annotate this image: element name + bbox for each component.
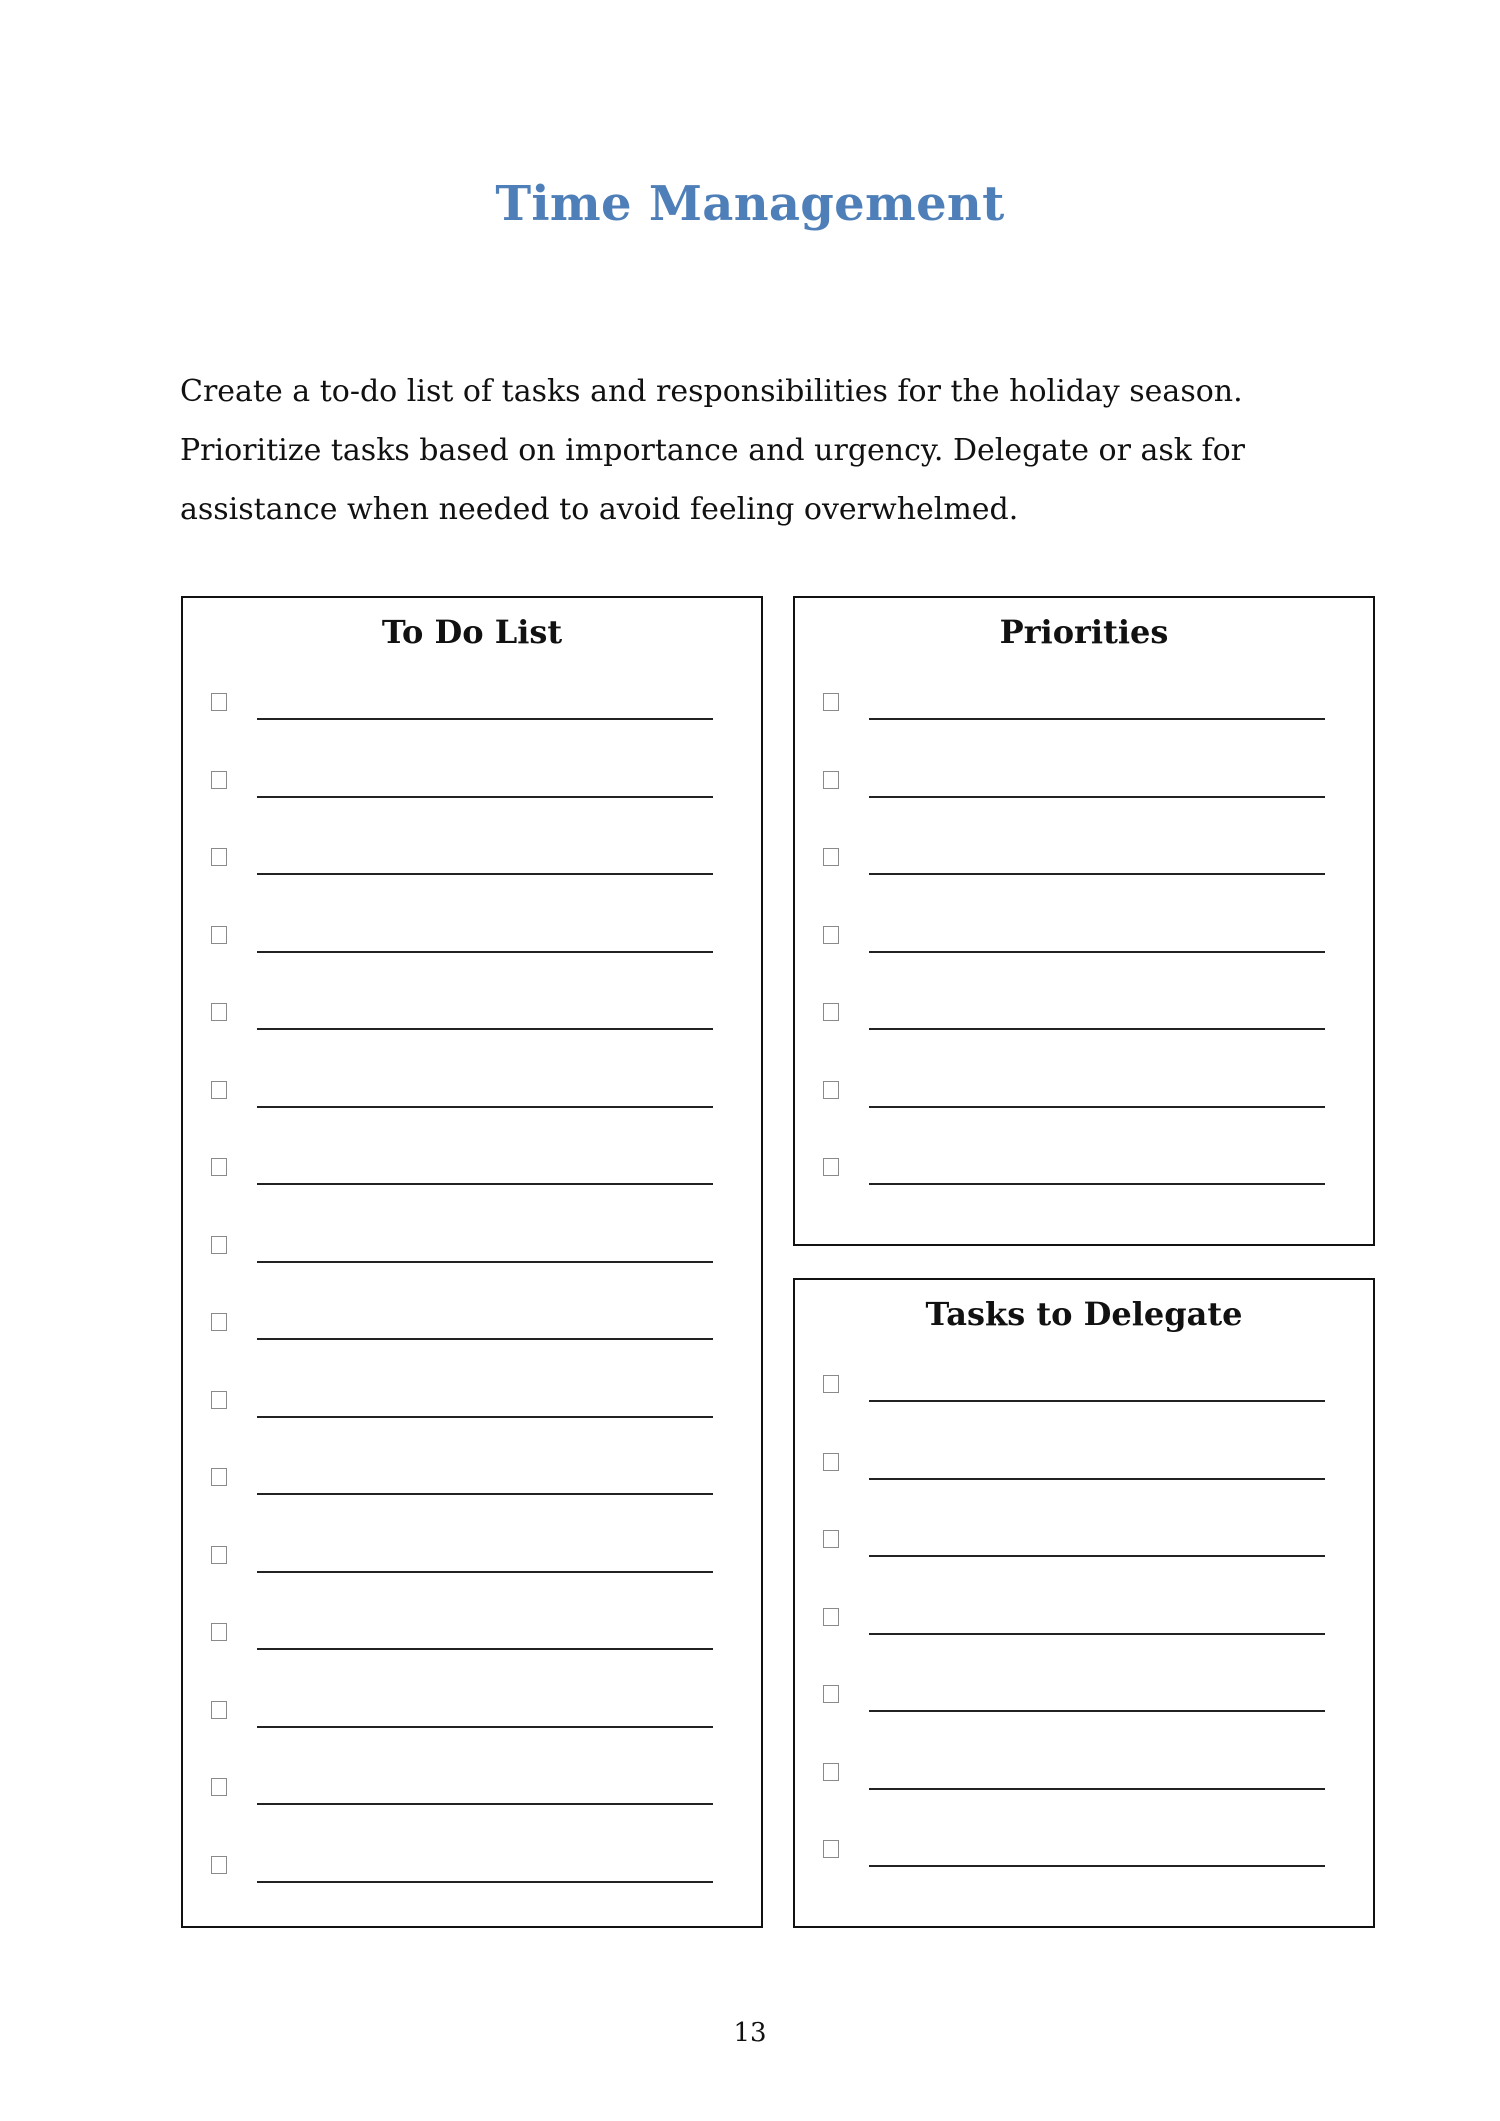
checkbox[interactable] xyxy=(211,693,227,711)
write-in-line[interactable] xyxy=(257,796,713,798)
checklist-item xyxy=(795,1672,1373,1750)
checklist-item xyxy=(183,758,761,836)
write-in-line[interactable] xyxy=(869,1865,1325,1867)
intro-line: Prioritize tasks based on importance and urgency. Delegate or ask for xyxy=(180,433,1245,468)
page-title: Time Management xyxy=(495,176,1005,232)
checklist-item xyxy=(183,1843,761,1921)
write-in-line[interactable] xyxy=(869,873,1325,875)
checklist-item xyxy=(183,1378,761,1456)
write-in-line[interactable] xyxy=(257,951,713,953)
write-in-line[interactable] xyxy=(257,1493,713,1495)
checkbox[interactable] xyxy=(823,1685,839,1703)
checklist-item xyxy=(795,990,1373,1068)
checkbox[interactable] xyxy=(211,1081,227,1099)
checklist-item xyxy=(183,1610,761,1688)
checkbox[interactable] xyxy=(211,1778,227,1796)
write-in-line[interactable] xyxy=(257,1571,713,1573)
checklist-item xyxy=(183,1223,761,1301)
checkbox[interactable] xyxy=(823,1158,839,1176)
checklist-item xyxy=(183,913,761,991)
checklist-item xyxy=(795,835,1373,913)
write-in-line[interactable] xyxy=(869,951,1325,953)
write-in-line[interactable] xyxy=(257,873,713,875)
checkbox[interactable] xyxy=(823,1003,839,1021)
delegate-heading: Tasks to Delegate xyxy=(925,1295,1243,1333)
checklist-item xyxy=(183,680,761,758)
write-in-line[interactable] xyxy=(257,1881,713,1883)
checkbox[interactable] xyxy=(823,1608,839,1626)
write-in-line[interactable] xyxy=(257,1028,713,1030)
todo-list-heading: To Do List xyxy=(381,613,563,651)
checklist-item xyxy=(183,835,761,913)
checklist-item xyxy=(183,1068,761,1146)
checklist-item xyxy=(183,1145,761,1223)
checklist-item xyxy=(795,1827,1373,1905)
write-in-line[interactable] xyxy=(869,1106,1325,1108)
intro-paragraph xyxy=(180,362,1340,539)
todo-list-box xyxy=(181,596,763,1928)
write-in-line[interactable] xyxy=(869,1028,1325,1030)
page-number: 13 xyxy=(733,2018,767,2048)
checkbox[interactable] xyxy=(211,1546,227,1564)
write-in-line[interactable] xyxy=(257,1803,713,1805)
checkbox[interactable] xyxy=(211,1623,227,1641)
checkbox[interactable] xyxy=(823,1763,839,1781)
checklist-item xyxy=(183,1688,761,1766)
checklist-item xyxy=(795,1145,1373,1223)
write-in-line[interactable] xyxy=(257,1648,713,1650)
checkbox[interactable] xyxy=(823,926,839,944)
write-in-line[interactable] xyxy=(869,1400,1325,1402)
checklist-item xyxy=(795,1440,1373,1518)
checklist-item xyxy=(183,1533,761,1611)
write-in-line[interactable] xyxy=(257,1106,713,1108)
write-in-line[interactable] xyxy=(869,1633,1325,1635)
checklist-item xyxy=(183,1455,761,1533)
checklist-item xyxy=(795,680,1373,758)
write-in-line[interactable] xyxy=(257,1261,713,1263)
checkbox[interactable] xyxy=(823,1453,839,1471)
checkbox[interactable] xyxy=(211,1158,227,1176)
write-in-line[interactable] xyxy=(869,718,1325,720)
write-in-line[interactable] xyxy=(257,1338,713,1340)
checkbox[interactable] xyxy=(211,848,227,866)
checkbox[interactable] xyxy=(211,1856,227,1874)
checkbox[interactable] xyxy=(823,848,839,866)
checkbox[interactable] xyxy=(211,1391,227,1409)
checkbox[interactable] xyxy=(211,1003,227,1021)
priorities-items xyxy=(795,680,1373,1223)
priorities-heading: Priorities xyxy=(999,613,1169,651)
checkbox[interactable] xyxy=(211,1236,227,1254)
write-in-line[interactable] xyxy=(869,1555,1325,1557)
checkbox[interactable] xyxy=(211,1313,227,1331)
write-in-line[interactable] xyxy=(257,1416,713,1418)
checkbox[interactable] xyxy=(823,1375,839,1393)
delegate-box xyxy=(793,1278,1375,1928)
checklist-item xyxy=(795,1068,1373,1146)
intro-line: Create a to-do list of tasks and responsibilities for the holiday season. xyxy=(180,374,1243,409)
write-in-line[interactable] xyxy=(257,718,713,720)
priorities-box xyxy=(793,596,1375,1246)
checkbox[interactable] xyxy=(823,1530,839,1548)
checklist-item xyxy=(795,1750,1373,1828)
checkbox[interactable] xyxy=(823,693,839,711)
delegate-items xyxy=(795,1362,1373,1905)
checkbox[interactable] xyxy=(823,771,839,789)
checkbox[interactable] xyxy=(211,771,227,789)
checkbox[interactable] xyxy=(211,926,227,944)
write-in-line[interactable] xyxy=(869,796,1325,798)
todo-list-items xyxy=(183,680,761,1920)
write-in-line[interactable] xyxy=(257,1183,713,1185)
checklist-item xyxy=(795,1362,1373,1440)
write-in-line[interactable] xyxy=(869,1478,1325,1480)
checklist-item xyxy=(183,1765,761,1843)
checklist-item xyxy=(795,1517,1373,1595)
checklist-item xyxy=(795,913,1373,991)
checklist-item xyxy=(183,990,761,1068)
checklist-item xyxy=(183,1300,761,1378)
write-in-line[interactable] xyxy=(869,1183,1325,1185)
write-in-line[interactable] xyxy=(257,1726,713,1728)
checkbox[interactable] xyxy=(211,1468,227,1486)
write-in-line[interactable] xyxy=(869,1710,1325,1712)
checklist-item xyxy=(795,1595,1373,1673)
checkbox[interactable] xyxy=(823,1840,839,1858)
checkbox[interactable] xyxy=(823,1081,839,1099)
write-in-line[interactable] xyxy=(869,1788,1325,1790)
checklist-item xyxy=(795,758,1373,836)
checkbox[interactable] xyxy=(211,1701,227,1719)
intro-line: assistance when needed to avoid feeling overwhelmed. xyxy=(180,492,1019,527)
